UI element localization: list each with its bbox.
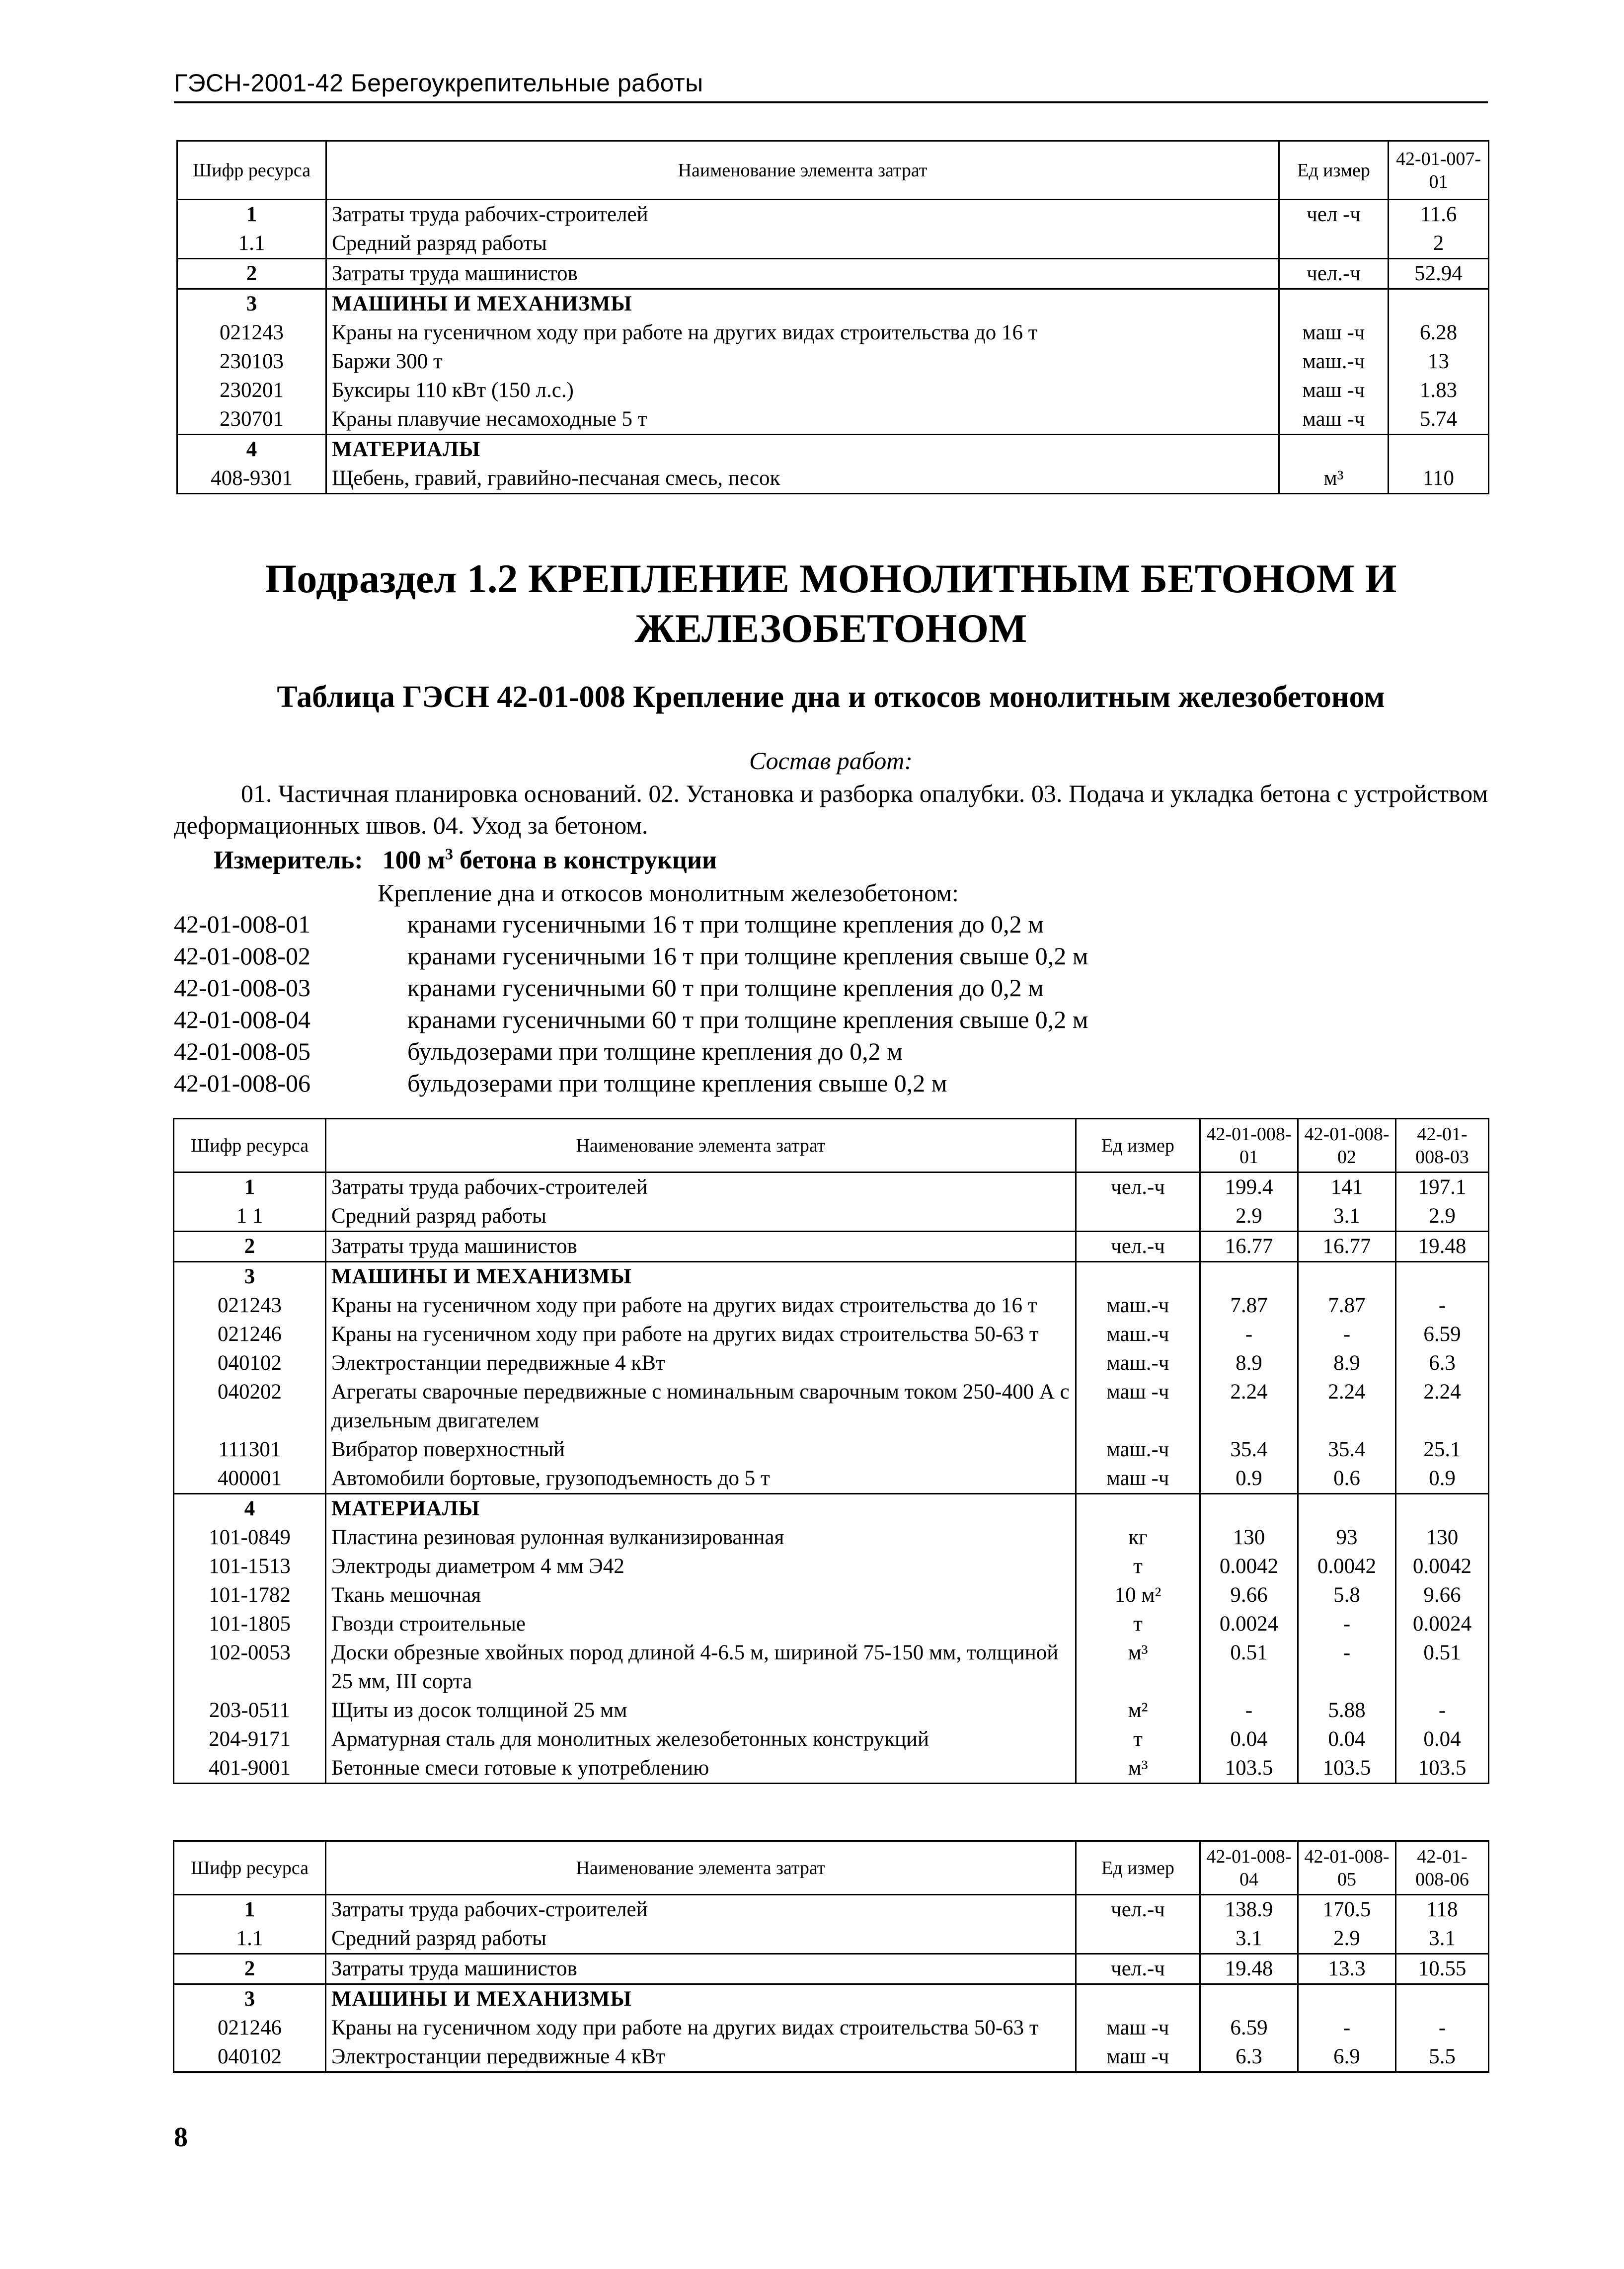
unit-cell: маш.-ч: [1076, 1291, 1200, 1320]
value-cell: 16.77: [1298, 1232, 1396, 1262]
value-cell: 6.59: [1396, 1320, 1489, 1349]
resource-name-cell: Затраты труда рабочих-строителей: [326, 1895, 1076, 1925]
unit-cell: маш -ч: [1279, 376, 1389, 405]
unit-cell: м²: [1076, 1696, 1200, 1725]
value-cell: 16.77: [1200, 1232, 1298, 1262]
table-row: [177, 289, 1489, 319]
measure-label: Измеритель:: [214, 846, 363, 874]
unit-cell: маш -ч: [1076, 2014, 1200, 2042]
value-cell: 103.5: [1396, 1754, 1489, 1784]
unit-cell: маш -ч: [1076, 1464, 1200, 1494]
running-header: ГЭСН-2001-42 Берегоукрепительные работы: [174, 69, 703, 97]
unit-cell: кг: [1076, 1523, 1200, 1552]
table-row: [174, 1924, 1489, 1954]
table-row: [174, 1610, 1489, 1639]
unit-cell: маш.-ч: [1076, 1320, 1200, 1349]
resource-name-cell: Затраты труда машинистов: [326, 1232, 1076, 1262]
value-cell: 199.4: [1200, 1173, 1298, 1202]
unit-cell: [1279, 289, 1389, 319]
header-cell: 42-01-008-03: [1396, 1119, 1489, 1173]
value-cell: [1200, 1262, 1298, 1292]
resource-name-cell: Агрегаты сварочные передвижные с номинальным сварочным током 250-400 А с дизельным двигателем: [326, 1378, 1076, 1435]
resource-code-cell: 021246: [174, 1320, 326, 1349]
resource-code-cell: 040102: [174, 1349, 326, 1378]
value-cell: [1396, 1984, 1489, 2014]
value-cell: 2.24: [1200, 1378, 1298, 1435]
table-row: [174, 1523, 1489, 1552]
unit-cell: маш -ч: [1279, 318, 1389, 347]
resource-code-cell: 021243: [174, 1291, 326, 1320]
unit-cell: маш -ч: [1076, 1378, 1200, 1435]
header-cell: Наименование элемента затрат: [326, 141, 1279, 200]
table-row: [174, 1984, 1489, 2014]
value-cell: 6.28: [1389, 318, 1489, 347]
list-item: [174, 1004, 1088, 1035]
resource-code-cell: 203-0511: [174, 1696, 326, 1725]
resource-code-cell: 1: [177, 200, 326, 230]
header-cell: 42-01-008-02: [1298, 1119, 1396, 1173]
value-cell: 0.0042: [1298, 1552, 1396, 1581]
resource-code-cell: 1: [174, 1173, 326, 1202]
table-row: [174, 1954, 1489, 1984]
table-row: [174, 1754, 1489, 1784]
value-cell: 3.1: [1396, 1924, 1489, 1954]
resource-code-cell: 3: [177, 289, 326, 319]
resource-name-cell: Щебень, гравий, гравийно-песчаная смесь, песок: [326, 464, 1279, 494]
resource-name-cell: Баржи 300 т: [326, 347, 1279, 376]
resource-name-cell: Затраты труда рабочих-строителей: [326, 1173, 1076, 1202]
value-cell: 0.9: [1396, 1464, 1489, 1494]
value-cell: 118: [1396, 1895, 1489, 1925]
value-cell: 0.6: [1298, 1464, 1396, 1494]
unit-cell: 10 м²: [1076, 1581, 1200, 1610]
list-intro: Крепление дна и откосов монолитным железобетоном:: [378, 879, 959, 907]
resource-code-cell: 101-1782: [174, 1581, 326, 1610]
value-cell: 9.66: [1200, 1581, 1298, 1610]
value-cell: 35.4: [1200, 1435, 1298, 1464]
list-item-text: кранами гусеничными 60 т при толщине крепления свыше 0,2 м: [407, 1006, 1088, 1033]
unit-cell: чел.-ч: [1076, 1173, 1200, 1202]
list-item-text: кранами гусеничными 16 т при толщине крепления свыше 0,2 м: [407, 942, 1088, 970]
value-cell: [1396, 1494, 1489, 1524]
list-item-text: кранами гусеничными 16 т при толщине крепления до 0,2 м: [407, 910, 1044, 938]
resource-name-cell: Электростанции передвижные 4 кВт: [326, 1349, 1076, 1378]
value-cell: 9.66: [1396, 1581, 1489, 1610]
norm-list: [174, 908, 1088, 1099]
measure-suffix: бетона в конструкции: [453, 846, 717, 874]
subsection-heading-line1: Подраздел 1.2 КРЕПЛЕНИЕ МОНОЛИТНЫМ БЕТОНОМ И: [265, 556, 1397, 601]
header-cell: 42-01-008-04: [1200, 1841, 1298, 1895]
table-row: [177, 435, 1489, 465]
value-cell: 0.51: [1396, 1639, 1489, 1696]
value-cell: -: [1200, 1696, 1298, 1725]
value-cell: 197.1: [1396, 1173, 1489, 1202]
value-cell: 10.55: [1396, 1954, 1489, 1984]
resource-name-cell: Краны на гусеничном ходу при работе на других видах строительства до 16 т: [326, 318, 1279, 347]
resource-code-cell: 1.1: [177, 229, 326, 259]
value-cell: 52.94: [1389, 259, 1489, 289]
resource-table-42-01-007: [176, 140, 1489, 494]
list-item-text: бульдозерами при толщине крепления до 0,2 м: [407, 1037, 903, 1065]
list-item-code: 42-01-008-05: [174, 1037, 310, 1065]
resource-code-cell: 2: [177, 259, 326, 289]
value-cell: 13.3: [1298, 1954, 1396, 1984]
value-cell: 138.9: [1200, 1895, 1298, 1925]
table-row: [174, 2014, 1489, 2042]
resource-name-cell: Электростанции передвижные 4 кВт: [326, 2042, 1076, 2072]
resource-name-cell: Бетонные смеси готовые к употреблению: [326, 1754, 1076, 1784]
value-cell: [1389, 435, 1489, 465]
unit-cell: м³: [1279, 464, 1389, 494]
value-cell: -: [1396, 2014, 1489, 2042]
unit-cell: [1076, 1924, 1200, 1954]
header-cell: Ед измер: [1076, 1841, 1200, 1895]
resource-code-cell: 3: [174, 1984, 326, 2014]
value-cell: [1298, 1984, 1396, 2014]
resource-table-42-01-008-b: [173, 1840, 1489, 2073]
table-row: [177, 259, 1489, 289]
table-row: [174, 1552, 1489, 1581]
value-cell: 93: [1298, 1523, 1396, 1552]
header-cell: Наименование элемента затрат: [326, 1119, 1076, 1173]
value-cell: -: [1396, 1291, 1489, 1320]
value-cell: -: [1298, 1639, 1396, 1696]
value-cell: -: [1200, 1320, 1298, 1349]
resource-code-cell: 101-1805: [174, 1610, 326, 1639]
table-row: [174, 1349, 1489, 1378]
page-number: 8: [174, 2122, 188, 2153]
list-item: [174, 1067, 1088, 1099]
resource-code-cell: 1 1: [174, 1202, 326, 1232]
resource-code-cell: 040102: [174, 2042, 326, 2072]
resource-name-cell: МАТЕРИАЛЫ: [326, 1494, 1076, 1524]
table-title: Таблица ГЭСН 42-01-008 Крепление дна и откосов монолитным железобетоном: [277, 680, 1385, 714]
table-row: [174, 1320, 1489, 1349]
table-row: [177, 318, 1489, 347]
value-cell: 0.0042: [1396, 1552, 1489, 1581]
value-cell: 6.3: [1396, 1349, 1489, 1378]
table-row: [174, 1378, 1489, 1435]
resource-code-cell: 111301: [174, 1435, 326, 1464]
measure-line: [214, 846, 717, 875]
value-cell: [1200, 1984, 1298, 2014]
resource-code-cell: 230701: [177, 405, 326, 435]
value-cell: 19.48: [1396, 1232, 1489, 1262]
value-cell: 0.0024: [1200, 1610, 1298, 1639]
value-cell: 6.9: [1298, 2042, 1396, 2072]
resource-table-42-01-008-a: [173, 1118, 1489, 1784]
list-item-code: 42-01-008-04: [174, 1006, 310, 1033]
value-cell: 2.24: [1298, 1378, 1396, 1435]
value-cell: -: [1298, 2014, 1396, 2042]
unit-cell: чел.-ч: [1076, 1954, 1200, 1984]
value-cell: 130: [1396, 1523, 1489, 1552]
table-row: [174, 1464, 1489, 1494]
unit-cell: маш -ч: [1076, 2042, 1200, 2072]
resource-name-cell: МАШИНЫ И МЕХАНИЗМЫ: [326, 1262, 1076, 1292]
list-item-text: бульдозерами при толщине крепления свыше 0,2 м: [407, 1069, 947, 1097]
resource-code-cell: 102-0053: [174, 1639, 326, 1696]
header-cell: 42-01-008-06: [1396, 1841, 1489, 1895]
table-row: [174, 1895, 1489, 1925]
resource-name-cell: Краны на гусеничном ходу при работе на других видах строительства 50-63 т: [326, 2014, 1076, 2042]
value-cell: [1200, 1494, 1298, 1524]
table-row: [177, 347, 1489, 376]
resource-name-cell: Средний разряд работы: [326, 1202, 1076, 1232]
subsection-heading-line2: ЖЕЛЕЗОБЕТОНОМ: [634, 606, 1027, 651]
value-cell: 170.5: [1298, 1895, 1396, 1925]
list-item-text: кранами гусеничными 60 т при толщине крепления до 0,2 м: [407, 974, 1044, 1002]
resource-code-cell: 040202: [174, 1378, 326, 1435]
resource-name-cell: Арматурная сталь для монолитных железобетонных конструкций: [326, 1725, 1076, 1754]
resource-name-cell: МАТЕРИАЛЫ: [326, 435, 1279, 465]
resource-code-cell: 204-9171: [174, 1725, 326, 1754]
value-cell: 110: [1389, 464, 1489, 494]
table-row: [174, 1494, 1489, 1524]
resource-name-cell: Буксиры 110 кВт (150 л.с.): [326, 376, 1279, 405]
value-cell: 35.4: [1298, 1435, 1396, 1464]
unit-cell: [1076, 1202, 1200, 1232]
resource-code-cell: 230201: [177, 376, 326, 405]
table-row: [174, 1202, 1489, 1232]
value-cell: 0.04: [1298, 1725, 1396, 1754]
value-cell: -: [1298, 1610, 1396, 1639]
header-cell: Шифр ресурса: [174, 1841, 326, 1895]
composition-text: 01. Частичная планировка оснований. 02. Установка и разборка опалубки. 03. Подача и укладка бетона с устройством деформационных швов. 04. Уход за бетоном.: [174, 780, 1488, 839]
resource-name-cell: Электроды диаметром 4 мм Э42: [326, 1552, 1076, 1581]
resource-code-cell: 021243: [177, 318, 326, 347]
table-row: [174, 2042, 1489, 2072]
header-rule: [174, 101, 1488, 103]
table-row: [174, 1696, 1489, 1725]
value-cell: 5.5: [1396, 2042, 1489, 2072]
unit-cell: т: [1076, 1610, 1200, 1639]
table-row: [177, 200, 1489, 230]
resource-code-cell: 1.1: [174, 1924, 326, 1954]
value-cell: 103.5: [1200, 1754, 1298, 1784]
value-cell: 1.83: [1389, 376, 1489, 405]
unit-cell: [1076, 1262, 1200, 1292]
value-cell: 0.51: [1200, 1639, 1298, 1696]
value-cell: 141: [1298, 1173, 1396, 1202]
resource-name-cell: Доски обрезные хвойных пород длиной 4-6.5 м, шириной 75-150 мм, толщиной 25 мм, III сорта: [326, 1639, 1076, 1696]
resource-name-cell: Вибратор поверхностный: [326, 1435, 1076, 1464]
value-cell: 7.87: [1200, 1291, 1298, 1320]
unit-cell: маш.-ч: [1076, 1349, 1200, 1378]
value-cell: 5.8: [1298, 1581, 1396, 1610]
resource-name-cell: МАШИНЫ И МЕХАНИЗМЫ: [326, 289, 1279, 319]
value-cell: 2: [1389, 229, 1489, 259]
resource-name-cell: Пластина резиновая рулонная вулканизированная: [326, 1523, 1076, 1552]
resource-code-cell: 101-1513: [174, 1552, 326, 1581]
list-item: [174, 940, 1088, 972]
table-row: [174, 1435, 1489, 1464]
unit-cell: м³: [1076, 1754, 1200, 1784]
table-row: [177, 376, 1489, 405]
unit-cell: чел.-ч: [1076, 1895, 1200, 1925]
resource-code-cell: 2: [174, 1954, 326, 1984]
resource-code-cell: 4: [177, 435, 326, 465]
unit-cell: [1279, 435, 1389, 465]
value-cell: [1396, 1262, 1489, 1292]
value-cell: 11.6: [1389, 200, 1489, 230]
unit-cell: маш.-ч: [1076, 1435, 1200, 1464]
value-cell: 7.87: [1298, 1291, 1396, 1320]
header-cell: Наименование элемента затрат: [326, 1841, 1076, 1895]
value-cell: 3.1: [1298, 1202, 1396, 1232]
list-item-code: 42-01-008-01: [174, 910, 310, 938]
resource-name-cell: Гвозди строительные: [326, 1610, 1076, 1639]
value-cell: -: [1298, 1320, 1396, 1349]
value-cell: 19.48: [1200, 1954, 1298, 1984]
composition-label: Состав работ:: [749, 747, 913, 775]
resource-name-cell: Краны на гусеничном ходу при работе на других видах строительства до 16 т: [326, 1291, 1076, 1320]
header-cell: Шифр ресурса: [177, 141, 326, 200]
resource-code-cell: 021246: [174, 2014, 326, 2042]
resource-code-cell: 401-9001: [174, 1754, 326, 1784]
unit-cell: т: [1076, 1725, 1200, 1754]
header-cell: 42-01-008-01: [1200, 1119, 1298, 1173]
resource-name-cell: Затраты труда рабочих-строителей: [326, 200, 1279, 230]
resource-code-cell: 1: [174, 1895, 326, 1925]
resource-name-cell: МАШИНЫ И МЕХАНИЗМЫ: [326, 1984, 1076, 2014]
header-cell: 42-01-007-01: [1389, 141, 1489, 200]
resource-code-cell: 2: [174, 1232, 326, 1262]
measure-value: 100 м: [382, 846, 446, 874]
value-cell: 25.1: [1396, 1435, 1489, 1464]
table-row: [174, 1291, 1489, 1320]
table-row: [174, 1262, 1489, 1292]
resource-name-cell: Автомобили бортовые, грузоподъемность до 5 т: [326, 1464, 1076, 1494]
table-row: [174, 1725, 1489, 1754]
value-cell: 0.0042: [1200, 1552, 1298, 1581]
subsection-heading: [174, 554, 1488, 653]
list-item: [174, 972, 1088, 1004]
value-cell: 2.9: [1200, 1202, 1298, 1232]
header-cell: 42-01-008-05: [1298, 1841, 1396, 1895]
measure-sup: 3: [445, 845, 454, 863]
value-cell: 3.1: [1200, 1924, 1298, 1954]
unit-cell: чел.-ч: [1279, 259, 1389, 289]
value-cell: 0.9: [1200, 1464, 1298, 1494]
resource-code-cell: 4: [174, 1494, 326, 1524]
value-cell: 0.0024: [1396, 1610, 1489, 1639]
value-cell: 2.9: [1298, 1924, 1396, 1954]
resource-code-cell: 3: [174, 1262, 326, 1292]
value-cell: 6.3: [1200, 2042, 1298, 2072]
list-item: [174, 1035, 1088, 1067]
resource-name-cell: Средний разряд работы: [326, 229, 1279, 259]
resource-code-cell: 230103: [177, 347, 326, 376]
value-cell: 8.9: [1298, 1349, 1396, 1378]
value-cell: -: [1396, 1696, 1489, 1725]
value-cell: 130: [1200, 1523, 1298, 1552]
resource-name-cell: Щиты из досок толщиной 25 мм: [326, 1696, 1076, 1725]
header-cell: Ед измер: [1076, 1119, 1200, 1173]
value-cell: 0.04: [1200, 1725, 1298, 1754]
unit-cell: [1076, 1494, 1200, 1524]
value-cell: 5.88: [1298, 1696, 1396, 1725]
list-item-code: 42-01-008-06: [174, 1069, 310, 1097]
resource-code-cell: 400001: [174, 1464, 326, 1494]
list-item-code: 42-01-008-03: [174, 974, 310, 1002]
table-row: [174, 1639, 1489, 1696]
resource-name-cell: Затраты труда машинистов: [326, 1954, 1076, 1984]
value-cell: 5.74: [1389, 405, 1489, 435]
value-cell: 8.9: [1200, 1349, 1298, 1378]
resource-name-cell: Краны плавучие несамоходные 5 т: [326, 405, 1279, 435]
value-cell: 2.24: [1396, 1378, 1489, 1435]
unit-cell: [1076, 1984, 1200, 2014]
list-item: [174, 908, 1088, 940]
resource-code-cell: 408-9301: [177, 464, 326, 494]
header-cell: Шифр ресурса: [174, 1119, 326, 1173]
value-cell: [1298, 1494, 1396, 1524]
resource-name-cell: Ткань мешочная: [326, 1581, 1076, 1610]
header-cell: Ед измер: [1279, 141, 1389, 200]
unit-cell: чел -ч: [1279, 200, 1389, 230]
table-row: [177, 405, 1489, 435]
unit-cell: м³: [1076, 1639, 1200, 1696]
value-cell: [1298, 1262, 1396, 1292]
value-cell: 103.5: [1298, 1754, 1396, 1784]
value-cell: 0.04: [1396, 1725, 1489, 1754]
table-row: [177, 464, 1489, 494]
unit-cell: чел.-ч: [1076, 1232, 1200, 1262]
unit-cell: маш.-ч: [1279, 347, 1389, 376]
value-cell: 6.59: [1200, 2014, 1298, 2042]
value-cell: [1389, 289, 1489, 319]
table-row: [174, 1232, 1489, 1262]
resource-name-cell: Затраты труда машинистов: [326, 259, 1279, 289]
value-cell: 13: [1389, 347, 1489, 376]
value-cell: 2.9: [1396, 1202, 1489, 1232]
list-item-code: 42-01-008-02: [174, 942, 310, 970]
unit-cell: т: [1076, 1552, 1200, 1581]
table-row: [177, 229, 1489, 259]
unit-cell: маш -ч: [1279, 405, 1389, 435]
unit-cell: [1279, 229, 1389, 259]
resource-code-cell: 101-0849: [174, 1523, 326, 1552]
resource-name-cell: Краны на гусеничном ходу при работе на других видах строительства 50-63 т: [326, 1320, 1076, 1349]
resource-name-cell: Средний разряд работы: [326, 1924, 1076, 1954]
table-row: [174, 1581, 1489, 1610]
table-row: [174, 1173, 1489, 1202]
